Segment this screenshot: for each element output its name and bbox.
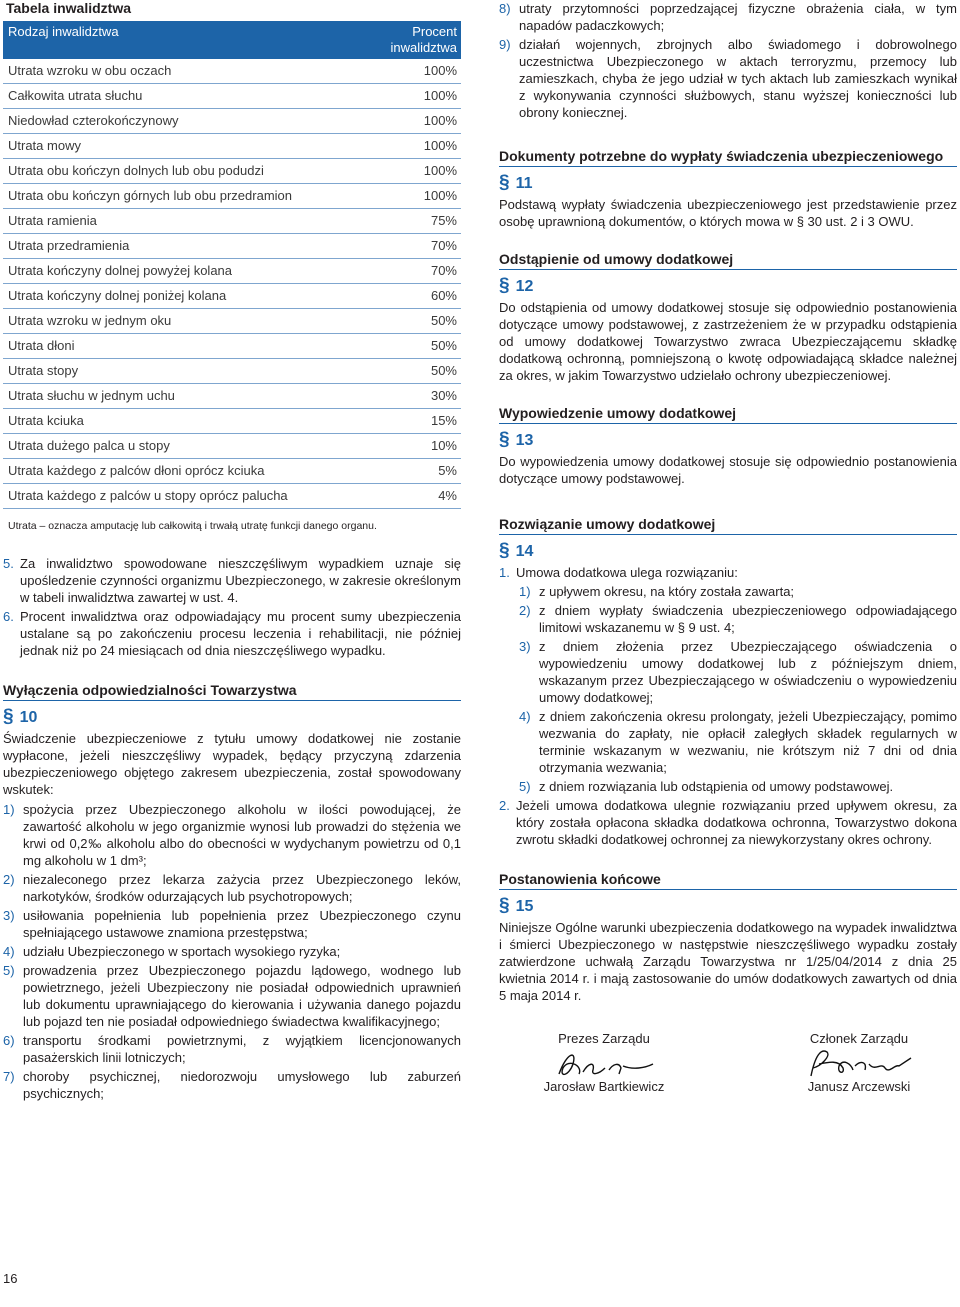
section-10-number: § 10 — [3, 706, 38, 727]
table-cell-type: Utrata kciuka — [8, 413, 84, 428]
list-item-number: 8) — [499, 1, 511, 16]
table-cell-percent: 50% — [430, 363, 457, 378]
signatures — [499, 1030, 957, 1120]
table-row — [3, 234, 461, 259]
section-13-number: § 13 — [499, 429, 534, 450]
list-item — [519, 708, 957, 776]
table-row — [3, 109, 461, 134]
list-item-text: z upływem okresu, na który została zawarta; — [539, 584, 795, 599]
section-13-heading: Wypowiedzenie umowy dodatkowej — [499, 404, 957, 424]
table-row — [3, 84, 461, 109]
list-item — [3, 1032, 461, 1066]
section-14-point-1-text: Umowa dodatkowa ulega rozwiązaniu: — [516, 565, 738, 580]
list-item-text: z dniem wypłaty świadczenia ubezpieczeniowego odpowiadającego limitowi wskazanemu w § 9 ust. 4; — [539, 603, 957, 635]
list-item-text: spożycia przez Ubezpieczonego alkoholu w ilości powodującej, że zawartość alkoholu w jego organizmie wynosi lub prowadzi do stężenia we krwi od 0,2‰ alkoholu albo do obecności w wydychanym powietrzu od 0,1 mg alkoholu w 1 dm³; — [23, 802, 461, 868]
list-item-number: 4) — [519, 709, 531, 724]
list-item — [3, 943, 461, 960]
list-item — [3, 871, 461, 905]
list-item — [519, 602, 957, 636]
table-cell-type: Całkowita utrata słuchu — [8, 88, 143, 103]
table-row — [3, 159, 461, 184]
paragraph-sign-icon: § — [499, 429, 510, 450]
handwritten-signature-icon — [799, 1042, 919, 1084]
list-item — [3, 962, 461, 1030]
list-item-number: 1) — [3, 802, 15, 817]
list-item — [499, 36, 957, 121]
table-cell-type: Utrata każdego z palców u stopy oprócz palucha — [8, 488, 288, 503]
table-cell-percent: 4% — [438, 488, 457, 503]
list-item-number: 9) — [499, 37, 511, 52]
signature-role: Członek Zarządu — [809, 1031, 909, 1046]
list-item — [499, 0, 957, 34]
table-row — [3, 184, 461, 209]
section-10-intro: Świadczenie ubezpieczeniowe z tytułu umowy dodatkowej nie zostanie wypłacone, jeżeli nieszczęśliwy wypadek, będący przyczyną zdarzenia ubezpieczeniowego objętego zakresem ubezpieczenia, został spowodowany wskutek: — [3, 731, 461, 797]
section-14-point-1 — [499, 564, 957, 581]
table-cell-type: Utrata dłoni — [8, 338, 75, 353]
table-cell-percent: 30% — [430, 388, 457, 403]
paragraph-5-text: Za inwalidztwo spowodowane nieszczęśliwym wypadkiem uznaje się upośledzenie czynności organizmu Ubezpieczonego, w zakresie określonym w tabeli inwalidztwa zawartej w ust. 4. — [20, 556, 461, 605]
signature-role: Prezes Zarządu — [558, 1031, 650, 1046]
table-cell-percent: 100% — [423, 188, 457, 203]
table-cell-percent: 70% — [430, 263, 457, 278]
list-item-number: 7) — [3, 1069, 15, 1084]
table-cell-type: Utrata słuchu w jednym uchu — [8, 388, 175, 403]
table-cell-type: Utrata mowy — [8, 138, 81, 153]
list-item — [519, 583, 957, 600]
section-15-heading: Postanowienia końcowe — [499, 870, 957, 890]
table-cell-type: Utrata obu kończyn górnych lub obu przedramion — [8, 188, 292, 203]
section-14-list — [499, 583, 957, 795]
table-cell-percent: 50% — [430, 338, 457, 353]
list-item-text: niezaleconego przez lekarza zażycia przez Ubezpieczonego leków, narkotyków, środków odurzających lub psychotropowych; — [23, 872, 461, 904]
paragraph-6-number: 6. — [3, 609, 14, 624]
list-item-number: 3) — [3, 908, 15, 923]
section-14-point-2-number: 2. — [499, 798, 510, 813]
list-item-number: 2) — [3, 872, 15, 887]
table-header-percent: Procent inwalidztwa — [390, 24, 457, 55]
table-row — [3, 384, 461, 409]
handwritten-signature-icon — [549, 1044, 659, 1084]
list-item-number: 2) — [519, 603, 531, 618]
table-cell-type: Utrata przedramienia — [8, 238, 130, 253]
table-cell-type: Utrata każdego z palców dłoni oprócz kciuka — [8, 463, 265, 478]
table-row — [3, 284, 461, 309]
paragraph-sign-icon: § — [499, 275, 510, 296]
list-item — [3, 907, 461, 941]
disability-table-body — [3, 59, 461, 509]
table-cell-percent: 100% — [423, 138, 457, 153]
table-cell-type: Utrata kończyny dolnej poniżej kolana — [8, 288, 227, 303]
table-row — [3, 409, 461, 434]
section-13-text: Do wypowiedzenia umowy dodatkowej stosuje się odpowiednio postanowienia dotyczące umowy podstawowej. — [499, 454, 957, 486]
table-cell-type: Utrata wzroku w obu oczach — [8, 63, 172, 78]
table-row — [3, 434, 461, 459]
section-14-point-2-text: Jeżeli umowa dodatkowa ulegnie rozwiązaniu przed upływem okresu, za który została opłacona składka dodatkowa ochronna, Towarzystwo dokona zwrotu składki dodatkowej ochronnej za niewykorzystany okres ochrony. — [516, 798, 957, 847]
section-11-text: Podstawą wypłaty świadczenia ubezpieczeniowego jest przedstawienie przez osobę uprawnioną dokumentów, o których mowa w § 30 ust. 2 i 3 OWU. — [499, 197, 957, 229]
table-cell-type: Utrata stopy — [8, 363, 79, 378]
list-item-text: transportu środkami powietrznymi, z wyjątkiem licencjonowanych pasażerskich linii lotniczych; — [23, 1033, 461, 1065]
left-column — [3, 0, 461, 1286]
signature-name: Janusz Arczewski — [807, 1079, 911, 1094]
table-cell-percent: 5% — [438, 463, 457, 478]
section-15-text: Niniejsze Ogólne warunki ubezpieczenia dodatkowego na wypadek inwalidztwa i śmierci Ubezpieczonego w następstwie nieszczęśliwego wypadku zostały zatwierdzone uchwałą Zarządu Towarzystwa nr 1/25/04/2014 z dnia 25 kwietnia 2014 r. i mają zastosowanie do umów dodatkowych zawartych od dnia 5 maja 2014 r. — [499, 920, 957, 1003]
table-cell-percent: 50% — [430, 313, 457, 328]
signature-president — [529, 1030, 679, 1096]
table-row — [3, 59, 461, 84]
list-item — [3, 1068, 461, 1102]
paragraph-sign-icon: § — [499, 540, 510, 561]
table-row — [3, 459, 461, 484]
table-title: Tabela inwalidztwa — [6, 0, 131, 16]
paragraph-6 — [3, 608, 461, 659]
list-item-text: z dniem złożenia przez Ubezpieczającego oświadczenia o wypowiedzeniu umowy dodatkowej lub z późniejszym dniem, wskazanym przez Ubezpieczającego w oświadczeniu o wypowiedzeniu umowy dodatkowej; — [539, 639, 957, 705]
page-number: 16 — [3, 1271, 18, 1286]
table-row — [3, 259, 461, 284]
section-14-point-1-number: 1. — [499, 565, 510, 580]
table-cell-percent: 60% — [430, 288, 457, 303]
section-11-number: § 11 — [499, 172, 533, 193]
list-item-text: prowadzenia przez Ubezpieczonego pojazdu lądowego, wodnego lub powietrznego, jeżeli Ubezpieczony nie posiadał odpowiednich uprawnień lub dokumentu uprawniającego do kierowania i używania danego pojazdu lub pojazd ten nie posiadał odpowiedniego świadectwa kwalifikacyjnego; — [23, 963, 461, 1029]
list-item-number: 5) — [3, 963, 15, 978]
section-14-number: § 14 — [499, 540, 534, 561]
right-column — [499, 0, 957, 1120]
section-15-number: § 15 — [499, 895, 534, 916]
table-cell-percent: 75% — [430, 213, 457, 228]
list-item-text: działań wojennych, zbrojnych albo świadomego i dobrowolnego uczestnictwa Ubezpieczonego w aktach terroryzmu, przemocy lub zamieszkach, chyba że jego udział w tych aktach lub zamieszkach wynikał z wykonywania czynności służbowych, stanu wyższej konieczności lub obrony koniecznej. — [519, 37, 957, 120]
table-cell-type: Utrata obu kończyn dolnych lub obu podudzi — [8, 163, 264, 178]
table-header — [3, 21, 461, 59]
table-cell-percent: 100% — [423, 63, 457, 78]
signature-board-member — [784, 1030, 934, 1096]
paragraph-5 — [3, 555, 461, 606]
section-11-heading: Dokumenty potrzebne do wypłaty świadczenia ubezpieczeniowego — [499, 147, 957, 167]
list-item-number: 5) — [519, 779, 531, 794]
table-footnote: Utrata – oznacza amputację lub całkowitą i trwałą utratę funkcji danego organu. — [8, 520, 377, 532]
list-item-text: choroby psychicznej, niedorozwoju umysłowego lub zaburzeń psychicznych; — [23, 1069, 461, 1101]
section-12-text: Do odstąpienia od umowy dodatkowej stosuje się odpowiednio postanowienia dotyczące umowy podstawowej, z zastrzeżeniem że w przypadku odstąpienia od umowy dodatkowej Towarzystwo zwraca Ubezpieczającemu składkę dodatkową ochronną, pomniejszoną o kwotę odpowiadającą składce należnej za okres, w jakim Towarzystwo udzielało ochrony ubezpieczeniowej. — [499, 300, 957, 383]
table-cell-type: Utrata dużego palca u stopy — [8, 438, 170, 453]
section-14-heading: Rozwiązanie umowy dodatkowej — [499, 515, 957, 535]
table-row — [3, 359, 461, 384]
list-item-number: 6) — [3, 1033, 15, 1048]
table-cell-type: Utrata kończyny dolnej powyżej kolana — [8, 263, 233, 278]
table-cell-percent: 10% — [430, 438, 457, 453]
list-item-text: usiłowania popełnienia lub popełnienia przez Ubezpieczonego czynu spełniającego ustawowe znamiona przestępstwa; — [23, 908, 461, 940]
list-item-number: 3) — [519, 639, 531, 654]
table-row — [3, 309, 461, 334]
section-10-list — [3, 801, 461, 1102]
table-cell-percent: 100% — [423, 113, 457, 128]
paragraph-6-text: Procent inwalidztwa oraz odpowiadający mu procent sumy ubezpieczenia ustalane są po zakończeniu procesu leczenia i rehabilitacji, nie później jednak niż po 24 miesiącach od dnia nieszczęśliwego wypadku. — [20, 609, 461, 658]
list-item-text: z dniem rozwiązania lub odstąpienia od umowy podstawowej. — [539, 779, 894, 794]
list-item-number: 4) — [3, 944, 15, 959]
section-10-list-continued — [499, 0, 957, 121]
paragraph-sign-icon: § — [499, 172, 510, 193]
table-cell-type: Niedowład czterokończynowy — [8, 113, 179, 128]
paragraph-sign-icon: § — [3, 706, 14, 727]
list-item — [519, 638, 957, 706]
section-14-point-2 — [499, 797, 957, 848]
list-item-number: 1) — [519, 584, 531, 599]
signature-name: Jarosław Bartkiewicz — [543, 1079, 665, 1094]
table-cell-percent: 15% — [430, 413, 457, 428]
table-cell-percent: 100% — [423, 163, 457, 178]
list-item-text: z dniem zakończenia okresu prolongaty, jeżeli Ubezpieczający, pomimo wezwania do zapłaty, nie opłacił zaległych składek regularnych w terminie wskazanym w wezwaniu, nie krótszym niż 7 dni od dnia otrzymania wezwania; — [539, 709, 957, 775]
table-header-type: Rodzaj inwalidztwa — [8, 24, 119, 39]
table-cell-percent: 70% — [430, 238, 457, 253]
table-cell-type: Utrata wzroku w jednym oku — [8, 313, 172, 328]
table-row — [3, 334, 461, 359]
section-10-heading: Wyłączenia odpowiedzialności Towarzystwa — [3, 681, 461, 701]
paragraph-sign-icon: § — [499, 895, 510, 916]
paragraph-5-number: 5. — [3, 556, 14, 571]
table-row — [3, 209, 461, 234]
list-item-text: udziału Ubezpieczonego w sportach wysokiego ryzyka; — [23, 944, 341, 959]
list-item — [3, 801, 461, 869]
table-row — [3, 134, 461, 159]
section-12-number: § 12 — [499, 275, 534, 296]
table-cell-type: Utrata ramienia — [8, 213, 97, 228]
list-item-text: utraty przytomności poprzedzającej fizyczne obrażenia ciała, w tym napadów padaczkowych; — [519, 1, 957, 33]
table-cell-percent: 100% — [423, 88, 457, 103]
table-row — [3, 484, 461, 509]
section-12-heading: Odstąpienie od umowy dodatkowej — [499, 250, 957, 270]
list-item — [519, 778, 957, 795]
